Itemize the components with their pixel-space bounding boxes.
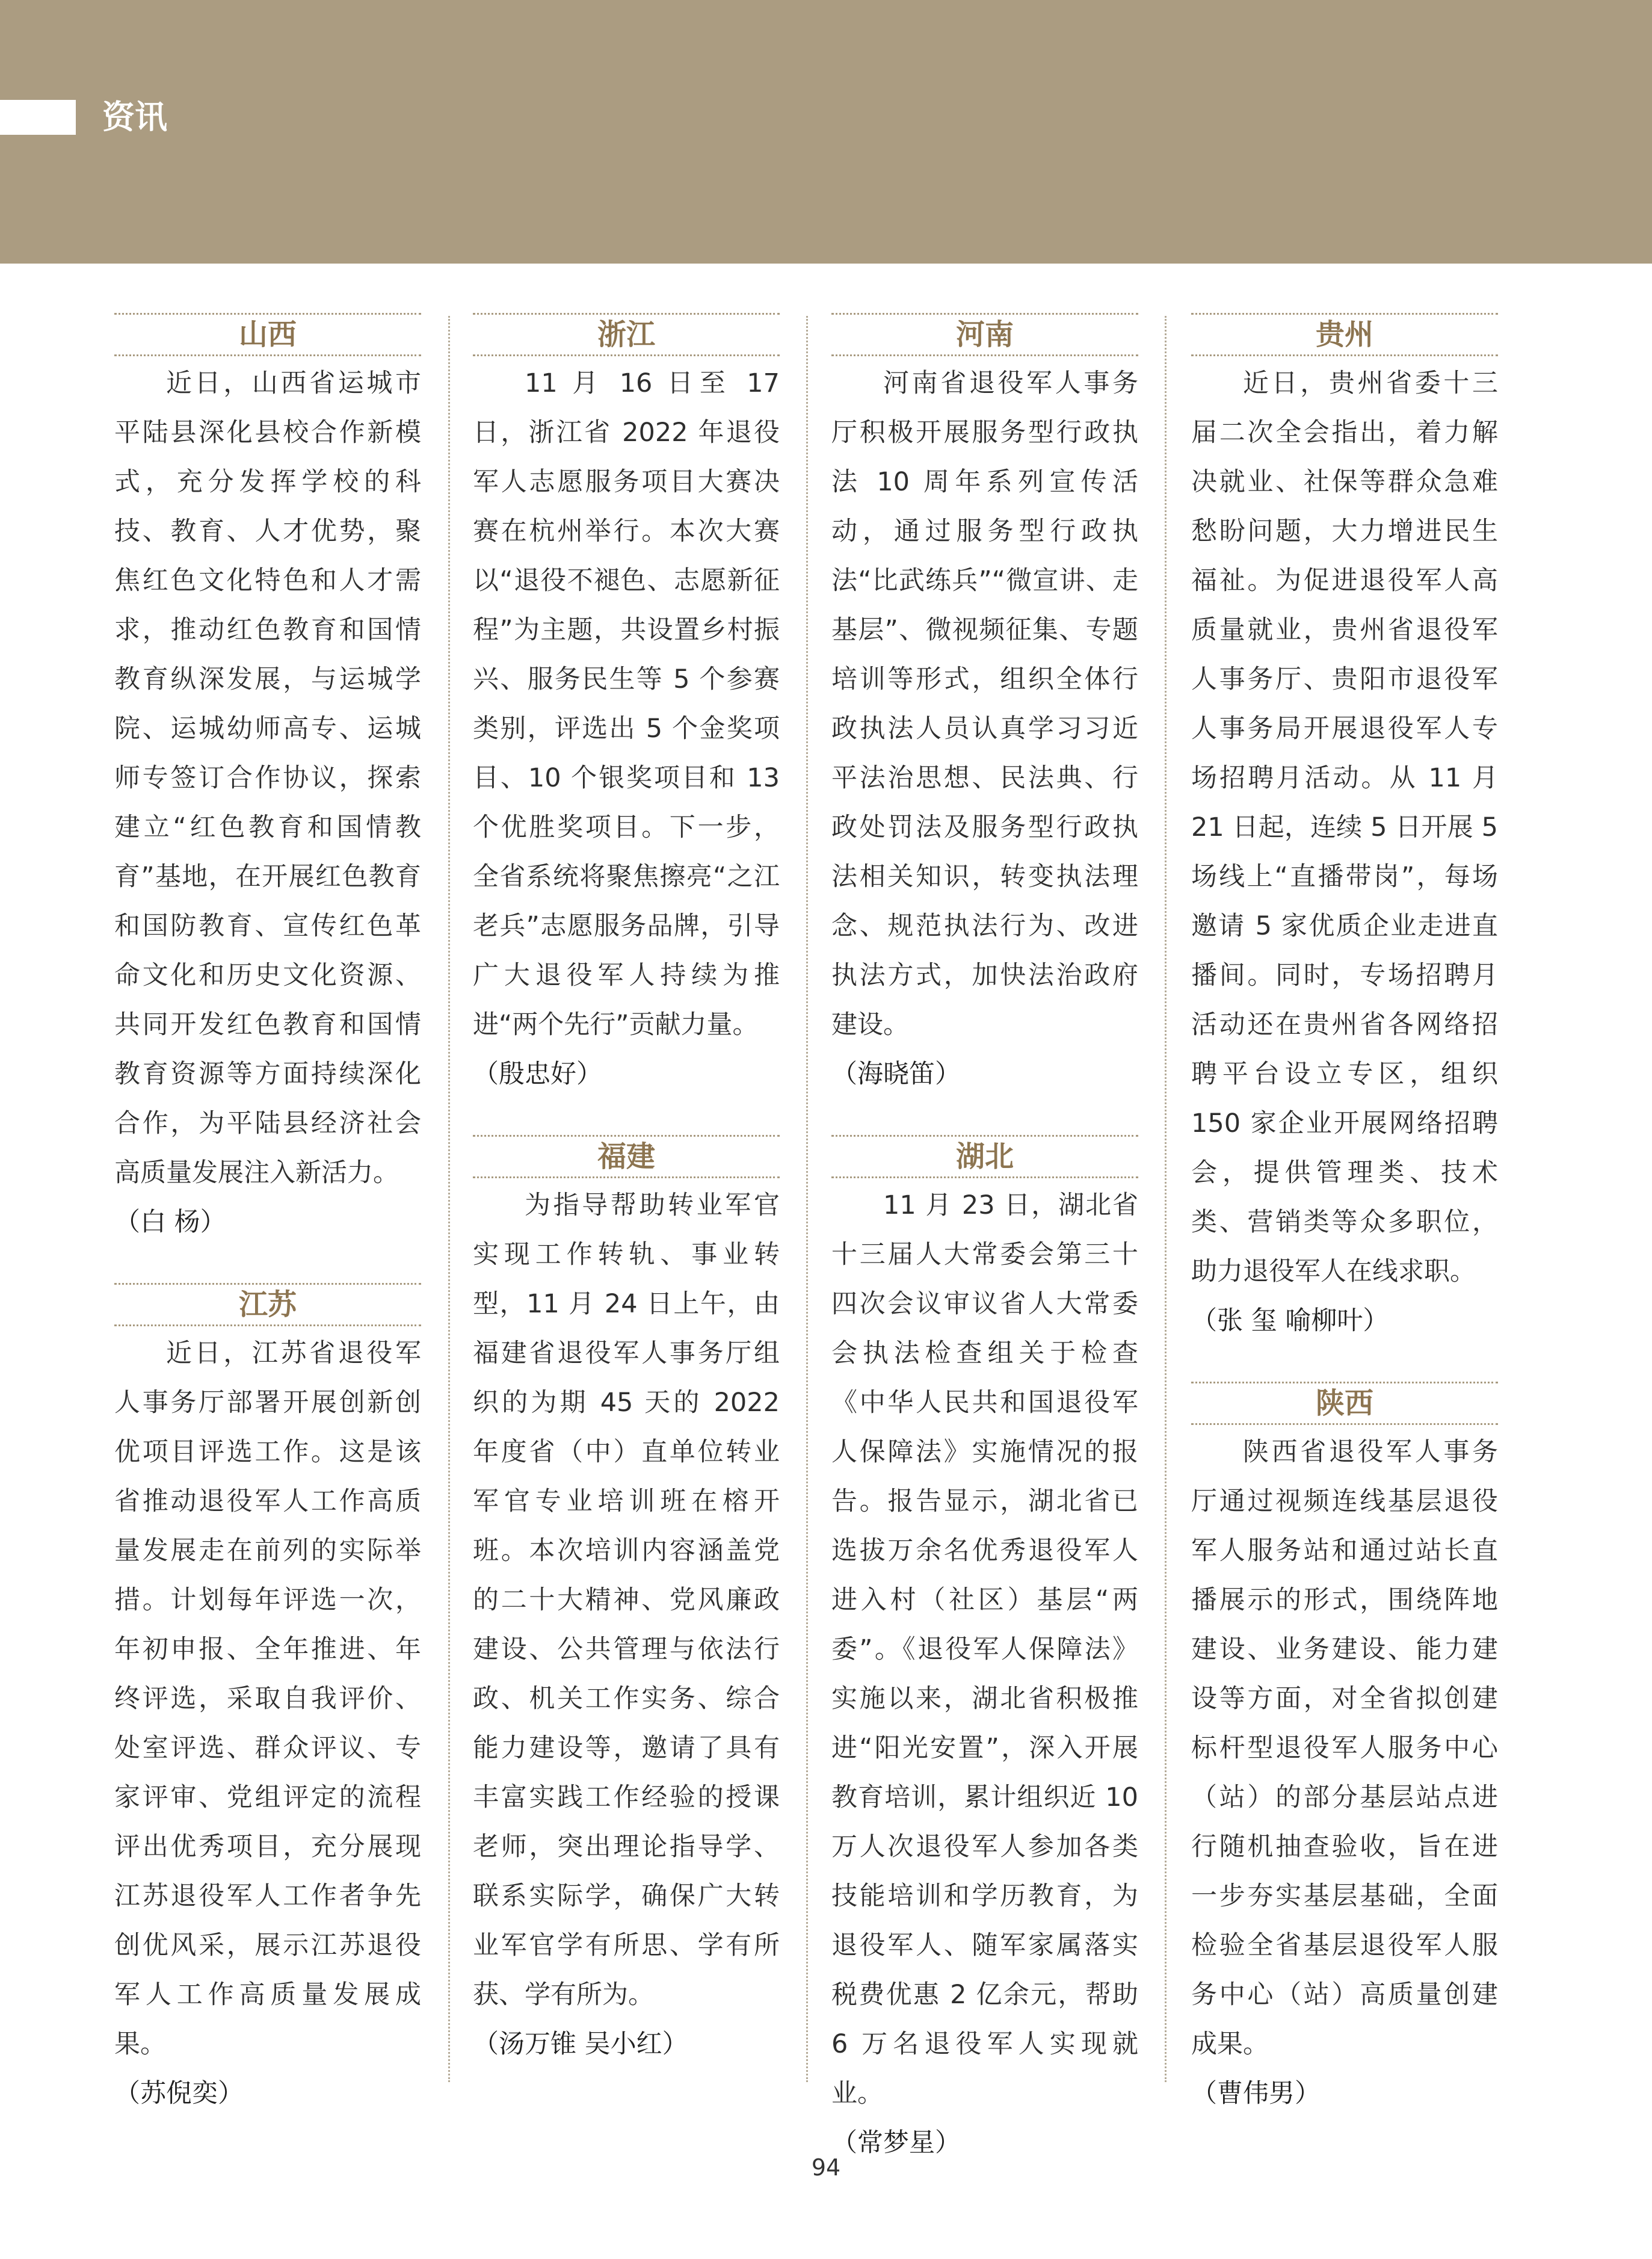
header-bar: [0, 0, 1652, 264]
article-author: （殷忠好）: [473, 1059, 602, 1089]
article-hubei: [831, 1135, 1138, 2168]
article-body: 陕西省退役军人事务厅通过视频连线基层退役军人服务站和通过站长直播展示的形式，围绕阵地建设、业务建设、能力建设等方面，对全省拟创建标杆型退役军人服务中心（站）的部分基层站点进行随机抽查验收，旨在进一步夯实基层基础，全面检验全省基层退役军人服务中心（站）高质量创建成果。: [1191, 1437, 1498, 2059]
article-region-title: 贵州: [1191, 313, 1498, 356]
article-region-title: 江苏: [114, 1283, 421, 1326]
column-divider: [448, 316, 450, 2082]
article-henan: [831, 313, 1138, 1099]
header-marker: [0, 100, 76, 135]
article-region-title: 山西: [114, 313, 421, 356]
article-body: 近日，贵州省委十三届二次全会指出，着力解决就业、社保等群众急难愁盼问题，大力增进民生福祉。为促进退役军人高质量就业，贵州省退役军人事务厅、贵阳市退役军人事务局开展退役军人专场招聘月活动。从 11 月 21 日起，连续 5 日开展 5 场线上“直播带岗”，每场邀请 5 家优质企业走进直播间。同时，专场招聘月活动还在贵州省各网络招聘平台设立专区，组织 150 家企业开展网络招聘会，提供管理类、技术类、营销类等众多职位，助力退役军人在线求职。: [1191, 368, 1498, 1287]
article-author: （海晓笛）: [831, 1059, 961, 1089]
article-shaanxi: [1191, 1382, 1498, 2118]
column-4: [1191, 313, 1498, 2154]
article-body: 为指导帮助转业军官实现工作转轨、事业转型，11 月 24 日上午，由福建省退役军人事务厅组织的为期 45 天的 2022 年度省（中）直单位转业军官专业培训班在榕开班。本次培训内容涵盖党的二十大精神、党风廉政建设、公共管理与依法行政、机关工作实务、综合能力建设等，邀请了具有丰富实践工作经验的授课老师，突出理论指导学、联系实际学，确保广大转业军官学有所思、学有所获、学有所为。: [473, 1190, 780, 2010]
article-body: 近日，山西省运城市平陆县深化县校合作新模式，充分发挥学校的科技、教育、人才优势，聚焦红色文化特色和人才需求，推动红色教育和国情教育纵深发展，与运城学院、运城幼师高专、运城师专签订合作协议，探索建立“红色教育和国情教育”基地，在开展红色教育和国防教育、宣传红色革命文化和历史文化资源、共同开发红色教育和国情教育资源等方面持续深化合作，为平陆县经济社会高质量发展注入新活力。: [114, 368, 421, 1188]
article-body: 11 月 23 日，湖北省十三届人大常委会第三十四次会议审议省人大常委会执法检查组关于检查《中华人民共和国退役军人保障法》实施情况的报告。报告显示，湖北省已选拔万余名优秀退役军人进入村（社区）基层“两委”。《退役军人保障法》实施以来，湖北省积极推进“阳光安置”，深入开展教育培训，累计组织近 10 万人次退役军人参加各类技能培训和学历教育，为退役军人、随军家属落实税费优惠 2 亿余元，帮助 6 万名退役军人实现就业。: [831, 1190, 1138, 2109]
article-author: （白 杨）: [114, 1207, 226, 1237]
article-shanxi: [114, 313, 421, 1247]
section-title: 资讯: [102, 98, 167, 136]
article-body: 河南省退役军人事务厅积极开展服务型行政执法 10 周年系列宣传活动，通过服务型行政执法“比武练兵”“微宣讲、走基层”、微视频征集、专题培训等形式，组织全体行政执法人员认真学习习近平法治思想、民法典、行政处罚法及服务型行政执法相关知识，转变执法理念、规范执法行为、改进执法方式，加快法治政府建设。: [831, 368, 1138, 1040]
article-region-title: 福建: [473, 1135, 780, 1178]
article-region-title: 湖北: [831, 1135, 1138, 1178]
article-author: （常梦星）: [831, 2128, 961, 2158]
article-author: （曹伟男）: [1191, 2078, 1321, 2109]
article-jiangsu: [114, 1283, 421, 2118]
article-guizhou: [1191, 313, 1498, 1346]
article-body: 近日，江苏省退役军人事务厅部署开展创新创优项目评选工作。这是该省推动退役军人工作高质量发展走在前列的实际举措。计划每年评选一次，年初申报、全年推进、年终评选，采取自我评价、处室评选、群众评议、专家评审、党组评定的流程评出优秀项目，充分展现江苏退役军人工作者争先创优风采，展示江苏退役军人工作高质量发展成果。: [114, 1338, 421, 2059]
column-divider: [806, 316, 808, 2082]
article-fujian: [473, 1135, 780, 2069]
article-region-title: 浙江: [473, 313, 780, 356]
page-number: 94: [811, 2154, 841, 2181]
article-author: （张 玺 喻柳叶）: [1191, 1306, 1389, 1336]
article-author: （汤万锥 吴小红）: [473, 2029, 688, 2059]
article-zhejiang: [473, 313, 780, 1099]
column-divider: [1165, 316, 1167, 2082]
article-region-title: 陕西: [1191, 1382, 1498, 1425]
column-1: [114, 313, 421, 2154]
article-region-title: 河南: [831, 313, 1138, 356]
article-body: 11 月 16 日至 17 日，浙江省 2022 年退役军人志愿服务项目大赛决赛在杭州举行。本次大赛以“退役不褪色、志愿新征程”为主题，共设置乡村振兴、服务民生等 5 个参赛类别，评选出 5 个金奖项目、10 个银奖项目和 13 个优胜奖项目。下一步，全省系统将聚焦擦亮“之江老兵”志愿服务品牌，引导广大退役军人持续为推进“两个先行”贡献力量。: [473, 368, 780, 1040]
column-3: [831, 313, 1138, 2204]
column-2: [473, 313, 780, 2105]
article-author: （苏倪奕）: [114, 2078, 244, 2109]
